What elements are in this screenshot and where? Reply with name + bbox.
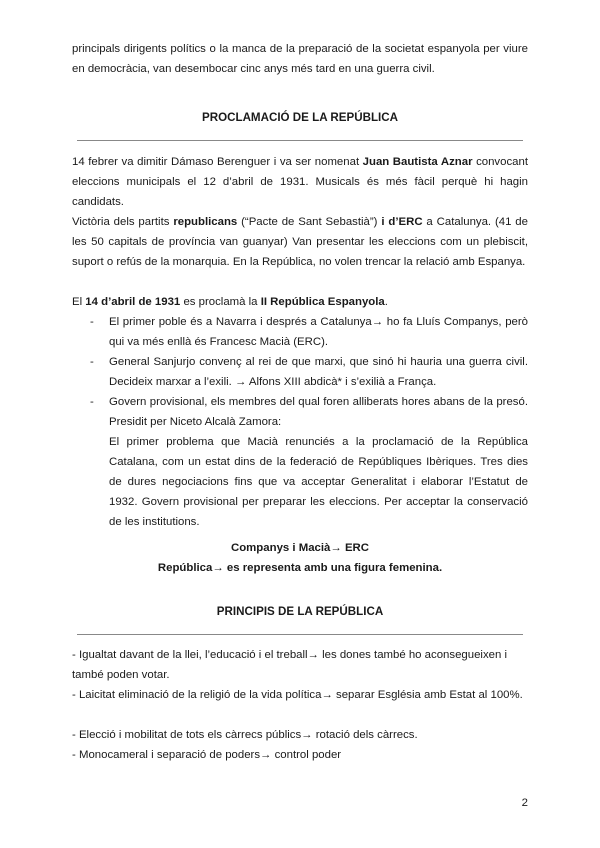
text-run: Victòria dels partits <box>72 216 174 228</box>
intro-paragraph: principals dirigents polítics o la manca de la preparació de la societat espanyola per viure en democràcia, van desembocar cinc anys més tard en una guerra civil. <box>72 43 528 75</box>
text-run: 14 febrer va dimitir Dámaso Berenguer i va ser nomenat <box>72 156 363 168</box>
text-run: es proclamà la <box>180 296 261 308</box>
page-number: 2 <box>521 797 528 809</box>
paragraph-victoria <box>72 212 528 272</box>
bold-republicans: republicans <box>173 216 238 228</box>
text-run: El <box>72 296 86 308</box>
list-item-text: Govern provisional, els membres del qual foren alliberats hores abans de la presó. Presidit per Niceto Alcalà Zamora: <box>109 396 528 428</box>
list-item <box>72 352 528 392</box>
text-run: . <box>384 296 388 308</box>
text-run: convocant eleccions municipals el 12 d’abril de 1931. Musicals és més fàcil perquè hi hagin candidats. <box>72 156 528 208</box>
centered-note-companys: Companys i Macià→ ERC <box>231 542 369 554</box>
bold-erc: i d’ERC <box>381 216 423 228</box>
centered-note-republica: República→ es representa amb una figura femenina. <box>157 562 443 574</box>
bullet-dash: - <box>90 316 94 328</box>
list-item <box>72 312 528 352</box>
list-item <box>72 392 528 532</box>
bold-name-aznar: Juan Bautista Aznar <box>362 156 473 168</box>
paragraph-proclamacio <box>72 292 528 312</box>
bullet-dash: - <box>90 396 94 408</box>
principle-line: - Elecció i mobilitat de tots els càrrecs públics→ rotació dels càrrecs. <box>72 729 418 741</box>
text-run: a Catalunya. (41 de les 50 capitals de província van guanyar) Van presentar les eleccions com un plebiscit, suport o refús de la monarquia. En la República, no volen trencar la relació amb Espanya. <box>72 216 528 268</box>
list-item-continuation: El primer problema que Macià renunciés a la proclamació de la República Catalana, com un estat dins de la federació de Repúbliques Ibèriques. Tres dies de dures negociacions fins que va acceptar Generalitat i elaborar l’Estatut de 1932. Govern provisional per preparar les eleccions. Per acceptar la conservació de les institutions. <box>109 436 528 528</box>
principle-line: - Monocameral i separació de poders→ control poder <box>72 749 342 761</box>
section-heading-principis: PRINCIPIS DE LA REPÚBLICA <box>216 605 384 618</box>
bold-date: 14 d’abril de 1931 <box>85 296 181 308</box>
list-item-text: El primer poble és a Navarra i després a Catalunya→ ho fa Lluís Companys, però qui va més enllà és Francesc Macià (ERC). <box>109 316 528 348</box>
bullet-list <box>72 312 528 532</box>
bold-republic-name: II República Espanyola <box>260 296 385 308</box>
text-run: (“Pacte de Sant Sebastià”) <box>237 216 382 228</box>
section-heading-proclamacio: PROCLAMACIÓ DE LA REPÚBLICA <box>201 111 399 124</box>
list-item-text: General Sanjurjo convenç al rei de que marxi, que sinó hi hauria una guerra civil. Decideix marxar a l’exili. → Alfons XIII abdicà* i s’exilià a França. <box>109 356 528 388</box>
paragraph-berenguer <box>72 152 528 212</box>
section-divider <box>77 634 523 635</box>
principle-line: - Laicitat eliminació de la religió de la vida política→ separar Església amb Estat al 100%. <box>72 689 523 701</box>
section-divider <box>77 140 523 141</box>
bullet-dash: - <box>90 356 94 368</box>
principle-line: - Igualtat davant de la llei, l’educació i el treball→ les dones també ho aconsegueixen i també poden votar. <box>72 649 508 681</box>
